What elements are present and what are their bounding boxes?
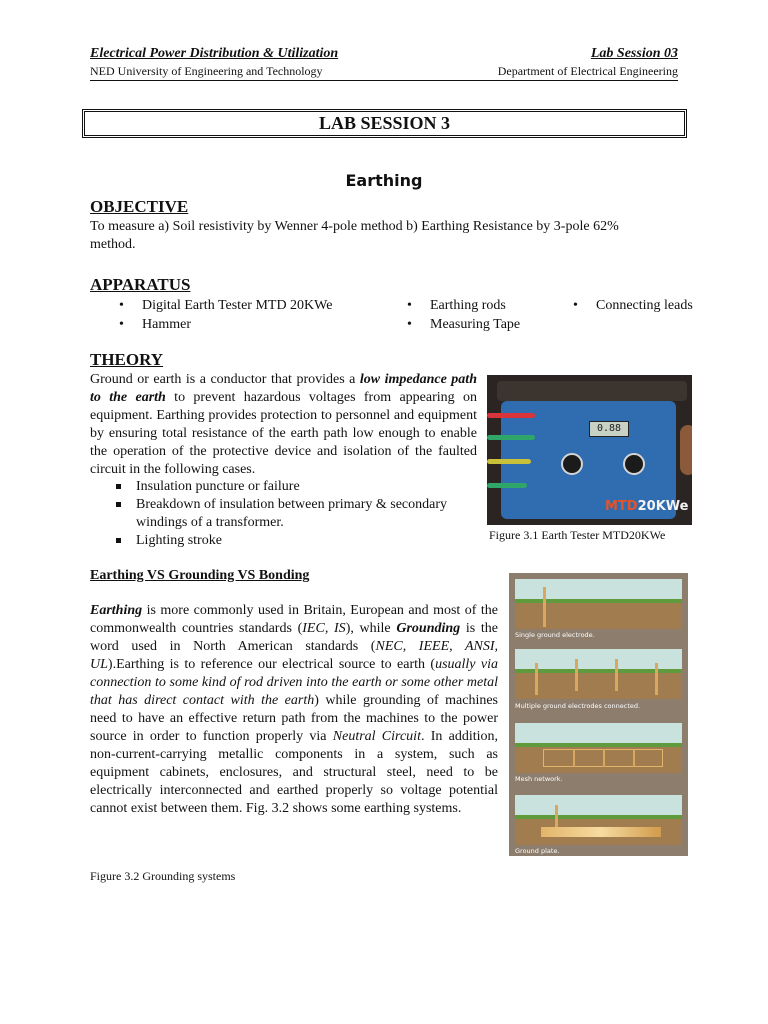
ground-rod-icon: [543, 587, 546, 627]
lab-subtitle: Earthing: [345, 171, 423, 190]
header-divider: [90, 80, 678, 81]
sky: [515, 795, 682, 817]
theory-case: [136, 496, 478, 532]
body-text: ), while: [345, 621, 397, 636]
device-brand-mtd: MTD: [605, 499, 638, 514]
device-knob-icon: [623, 453, 645, 475]
ground-rod-icon: [655, 663, 658, 695]
term-earthing: Earthing: [90, 603, 143, 618]
device-display: 0.88: [589, 421, 629, 437]
theory-case: [136, 532, 478, 550]
term-neutral-circuit: Neutral Circuit: [332, 729, 421, 744]
red-lead-icon: [487, 413, 535, 418]
theory-heading: THEORY: [90, 350, 164, 369]
apparatus-item: • Hammer: [142, 316, 191, 334]
theory-intro-rest: to prevent hazardous voltages from appearing on equipment. Earthing provides protection to personnel and equipment by ensuring total resistance of the earth path low enough to enable the operation of the protective device and isolation of the faulted circuit in the following cases.: [90, 390, 477, 477]
apparatus-item: • Digital Earth Tester MTD 20KWe: [142, 297, 332, 315]
apparatus-item: • Connecting leads: [596, 297, 693, 315]
objective-line-1: To measure a) Soil resistivity by Wenner 4-pole method b) Earthing Resistance by 3-pole 62%: [90, 219, 619, 234]
square-bullet-icon: [116, 538, 121, 543]
grass: [515, 815, 682, 819]
figure1-caption: Figure 3.1 Earth Tester MTD20KWe: [489, 528, 666, 542]
device-lid: [497, 381, 687, 401]
page-subheader: [90, 64, 678, 79]
theory-case-text: Breakdown of insulation between primary & secondary windings of a transformer.: [136, 497, 448, 530]
standards-nec: NEC, IEEE, ANSI, UL: [90, 639, 499, 672]
body-text: ).Earthing is to reference our electrical source to earth (: [107, 657, 436, 672]
section2-heading: Earthing VS Grounding VS Bonding: [90, 568, 310, 583]
university-name: NED University of Engineering and Technology: [90, 64, 323, 78]
theory-case: [136, 478, 478, 496]
soil: [515, 601, 682, 629]
theory-case-text: Insulation puncture or failure: [136, 479, 300, 494]
ground-wire-icon: [555, 805, 558, 829]
figure2-label: Ground plate.: [515, 847, 560, 855]
grounding-systems-figure: [509, 573, 688, 856]
yellow-lead-icon: [487, 459, 531, 464]
objective-heading: OBJECTIVE: [90, 197, 189, 216]
ground-rod-icon: [575, 659, 578, 691]
earth-tester-photo: [487, 375, 692, 525]
sky: [515, 723, 682, 745]
figure2-label: Single ground electrode.: [515, 631, 595, 639]
section2-body: [90, 602, 498, 818]
grass: [515, 599, 682, 603]
theory-case-text: Lighting stroke: [136, 533, 222, 548]
term-grounding: Grounding: [396, 621, 461, 636]
multiple-electrode-panel: [515, 649, 682, 699]
green-lead-icon: [487, 483, 527, 488]
ground-rod-icon: [535, 663, 538, 695]
body-text: is the word used in North American standards (: [90, 621, 499, 654]
mesh-line: [603, 749, 605, 767]
theory-intro-emphasis: low impedance path to the earth: [90, 372, 477, 405]
lab-title: LAB SESSION 3: [82, 109, 687, 138]
device-knob-icon: [561, 453, 583, 475]
course-title: Electrical Power Distribution & Utilization: [90, 46, 339, 61]
department-name: Department of Electrical Engineering: [497, 64, 678, 78]
hand-icon: [680, 425, 692, 475]
figure2-caption: Figure 3.2 Grounding systems: [90, 869, 236, 883]
device-brand-model: 20KWe: [637, 499, 689, 514]
apparatus-heading: APPARATUS: [90, 275, 191, 294]
body-text: ) while grounding of machines need to have an effective return path from the machines to the power source in order to function properly via: [90, 693, 499, 744]
apparatus-item: • Earthing rods: [430, 297, 506, 315]
mesh-line: [633, 749, 635, 767]
sky: [515, 579, 682, 601]
theory-intro: [90, 371, 477, 479]
square-bullet-icon: [116, 502, 121, 507]
standards-iec: IEC, IS: [302, 621, 346, 636]
figure2-label: Multiple ground electrodes connected.: [515, 702, 641, 710]
body-text: is more commonly used in Britain, European and most of the commonwealth countries standards (: [90, 603, 498, 636]
ground-plate-icon: [541, 827, 661, 837]
device-brand: [605, 499, 688, 514]
italic-explanation: usually via connection to some kind of rod driven into the earth or some other metal that has direct contact with the earth: [90, 657, 498, 708]
session-label: Lab Session 03: [590, 46, 678, 61]
objective-line-2: method.: [90, 237, 136, 252]
ground-rod-icon: [615, 659, 618, 691]
ground-plate-panel: [515, 795, 682, 845]
green-lead-icon: [487, 435, 535, 440]
square-bullet-icon: [116, 484, 121, 489]
mesh-line: [573, 749, 575, 767]
objective-text: [90, 218, 690, 254]
theory-intro-prefix: Ground or earth is a conductor that provides a: [90, 372, 360, 387]
grass: [515, 743, 682, 747]
figure2-label: Mesh network.: [515, 775, 563, 783]
apparatus-item: • Measuring Tape: [430, 316, 520, 334]
page-header: [90, 46, 678, 62]
body-text: . In addition, non-current-carrying metallic components in a system, such as equipment cabinets, enclosures, and structural steel, need to be electrically interconnected and earthed properly so voltage potential cannot exist between them. Fig. 3.2 shows some earthing systems.: [90, 729, 499, 816]
single-electrode-panel: [515, 579, 682, 629]
mesh-network-panel: [515, 723, 682, 773]
